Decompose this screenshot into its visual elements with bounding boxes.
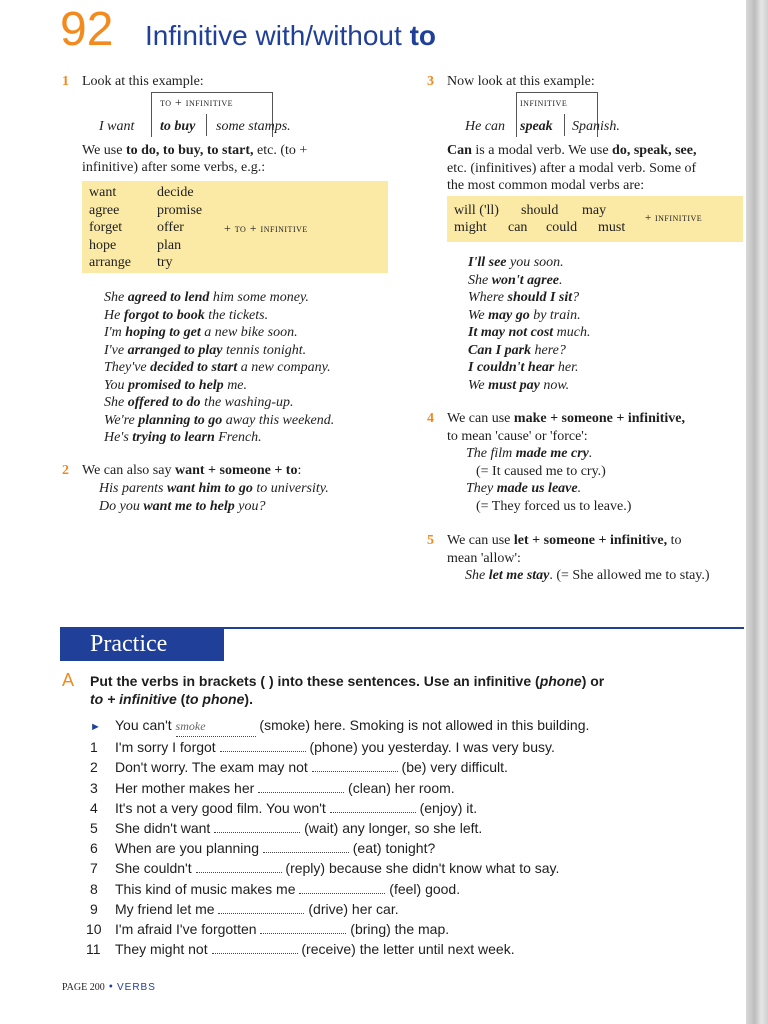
section-1-para-1: We use to do, to buy, to start, etc. (to + [82, 143, 308, 158]
verb-cell: promise [157, 202, 203, 218]
example-subject-3: He can [465, 119, 506, 134]
answer-blank[interactable] [263, 840, 349, 853]
section-1-examples [104, 289, 334, 447]
section-1-intro: Look at this example: [82, 74, 204, 89]
section-2-examples [99, 480, 329, 515]
example-sentence: She agreed to lend him some money. [104, 290, 309, 305]
section-1-number: 1 [62, 74, 69, 89]
example-verb-1: to buy [160, 119, 196, 134]
modal-cell: can [508, 220, 528, 235]
modal-cell: must [598, 220, 626, 235]
modal-cell: will ('ll) [454, 203, 499, 218]
example-sentence: They've decided to start a new company. [104, 360, 331, 375]
section-2-text: We can also say want + someone + to: [82, 463, 302, 478]
verb-cell: offer [157, 220, 184, 235]
verb-cell: want [89, 185, 117, 200]
example-answer: smoke [176, 716, 256, 737]
exercise-item: 4 It's not a very good film. You won't (enjoy) it. [90, 799, 478, 816]
section-4-text: We can use make + someone + infinitive, to mean 'cause' or 'force': [447, 411, 686, 444]
answer-blank[interactable] [196, 860, 282, 873]
plus-infinitive-label: + infinitive [645, 212, 703, 224]
section-3-number: 3 [427, 74, 434, 89]
modal-cell: might [454, 220, 487, 235]
verb-col-2 [157, 184, 202, 272]
exercise-example: ► You can't smoke (smoke) here. Smoking is not allowed in this building. [90, 715, 589, 737]
exercise-item: 10 I'm afraid I've forgotten (bring) the map. [86, 921, 450, 938]
play-triangle-icon: ► [90, 721, 101, 733]
exercise-item: 3 Her mother makes her (clean) her room. [90, 779, 455, 796]
example-sentence: She won't agree. [468, 272, 563, 288]
answer-blank[interactable] [218, 901, 304, 914]
verb-box-divider [206, 114, 207, 136]
example-sentence: They made us leave. [466, 481, 582, 496]
example-subject-1: I want [99, 119, 135, 134]
exercise-item: 2 Don't worry. The exam may not (be) very difficult. [90, 759, 508, 776]
page-edge-shadow [746, 0, 768, 1024]
example-sentence: You promised to help me. [104, 377, 248, 393]
example-gloss: (= It caused me to cry.) [476, 463, 606, 479]
verb-cell: try [157, 255, 173, 270]
verb-cell: hope [89, 237, 117, 253]
page-footer [62, 982, 156, 993]
section-5-text: We can use let + someone + infinitive, to mean 'allow': [447, 533, 682, 566]
page-title [145, 18, 436, 54]
example-rest-3: Spanish. [572, 119, 620, 134]
section-3-intro: Now look at this example: [447, 74, 595, 89]
example-sentence: I couldn't hear her. [468, 360, 579, 375]
unit-number: 92 [60, 3, 114, 56]
plus-to-infinitive-label: + to + infinitive [224, 221, 308, 235]
section-2-number: 2 [62, 463, 69, 478]
footer-section: VERBS [116, 982, 156, 993]
example-sentence: The film made me cry. [466, 446, 593, 461]
example-sentence: I'm hoping to get a new bike soon. [104, 325, 298, 340]
example-sentence: He forgot to book the tickets. [104, 307, 269, 323]
answer-blank[interactable] [330, 800, 416, 813]
example-sentence: We're planning to go away this weekend. [104, 412, 335, 428]
example-verb-3: speak [520, 119, 553, 134]
page-number: PAGE 200 [62, 982, 105, 993]
section-3-examples [468, 254, 591, 394]
exercise-item: 8 This kind of music makes me (feel) good. [90, 880, 461, 897]
section-5-number: 5 [427, 533, 434, 548]
answer-blank[interactable] [312, 759, 398, 772]
verb-cell: forget [89, 220, 123, 235]
verb-cell: arrange [89, 255, 131, 270]
example-sentence: We must pay now. [468, 377, 570, 393]
exercise-item: 5 She didn't want (wait) any longer, so she left. [90, 820, 483, 837]
section-3-para: Can is a modal verb. We use do, speak, see, etc. (infinitives) after a modal verb. Some of the most common modal verbs are: [447, 143, 697, 193]
exercise-item: 6 When are you planning (eat) tonight? [90, 840, 436, 857]
section-5-example: She let me stay. (= She allowed me to stay.) [465, 568, 710, 583]
example-sentence: His parents want him to go to university. [99, 481, 329, 496]
exercise-instructions: Put the verbs in brackets ( ) into these sentences. Use an infinitive (phone) or to + infinitive (to phone). [90, 673, 605, 707]
example-sentence: He's trying to learn French. [104, 430, 262, 445]
example-sentence: I've arranged to play tennis tonight. [104, 342, 307, 358]
title-bold: to [409, 20, 437, 51]
example-sentence: We may go by train. [468, 307, 581, 323]
exercise-item: 9 My friend let me (drive) her car. [90, 900, 399, 917]
section-1-para-2: infinitive) after some verbs, e.g.: [82, 160, 266, 175]
verb-box-divider-2 [564, 114, 565, 136]
box-label-2: infinitive [520, 95, 568, 109]
modal-row-2 [454, 219, 625, 237]
answer-blank[interactable] [212, 941, 298, 954]
modal-cell: could [546, 220, 578, 235]
box-label-1: to + infinitive [160, 95, 233, 109]
answer-blank[interactable] [214, 820, 300, 833]
answer-blank[interactable] [220, 739, 306, 752]
example-sentence: I'll see you soon. [468, 255, 564, 270]
answer-blank[interactable] [299, 881, 385, 894]
exercise-letter: A [62, 670, 75, 690]
answer-blank[interactable] [258, 780, 344, 793]
verb-cell: agree [89, 202, 120, 218]
example-sentence: Do you want me to help you? [99, 498, 266, 514]
footer-bullet: • [107, 982, 114, 993]
section-4-examples [466, 445, 631, 515]
modal-cell: may [582, 203, 607, 218]
example-sentence: Can I park here? [468, 342, 566, 358]
answer-blank[interactable] [260, 921, 346, 934]
modal-row-1 [454, 202, 606, 220]
verb-cell: decide [157, 185, 194, 200]
exercise-item: 11 They might not (receive) the letter until next week. [86, 941, 515, 958]
exercise-items [86, 715, 590, 959]
exercise-item: 7 She couldn't (reply) because she didn't know what to say. [90, 860, 560, 877]
example-sentence: Where should I sit? [468, 290, 580, 305]
example-sentence: It may not cost much. [468, 325, 591, 340]
practice-heading: Practice [60, 627, 224, 661]
modal-cell: should [521, 203, 559, 218]
example-rest-1: some stamps. [216, 119, 291, 134]
verb-col-1 [89, 184, 131, 272]
example-sentence: She offered to do the washing-up. [104, 395, 294, 410]
verb-cell: plan [157, 237, 182, 253]
title-text: Infinitive with/without [145, 20, 402, 51]
example-gloss: (= They forced us to leave.) [476, 498, 632, 514]
exercise-item: 1 I'm sorry I forgot (phone) you yesterday. I was very busy. [90, 739, 555, 756]
section-4-number: 4 [427, 411, 434, 426]
